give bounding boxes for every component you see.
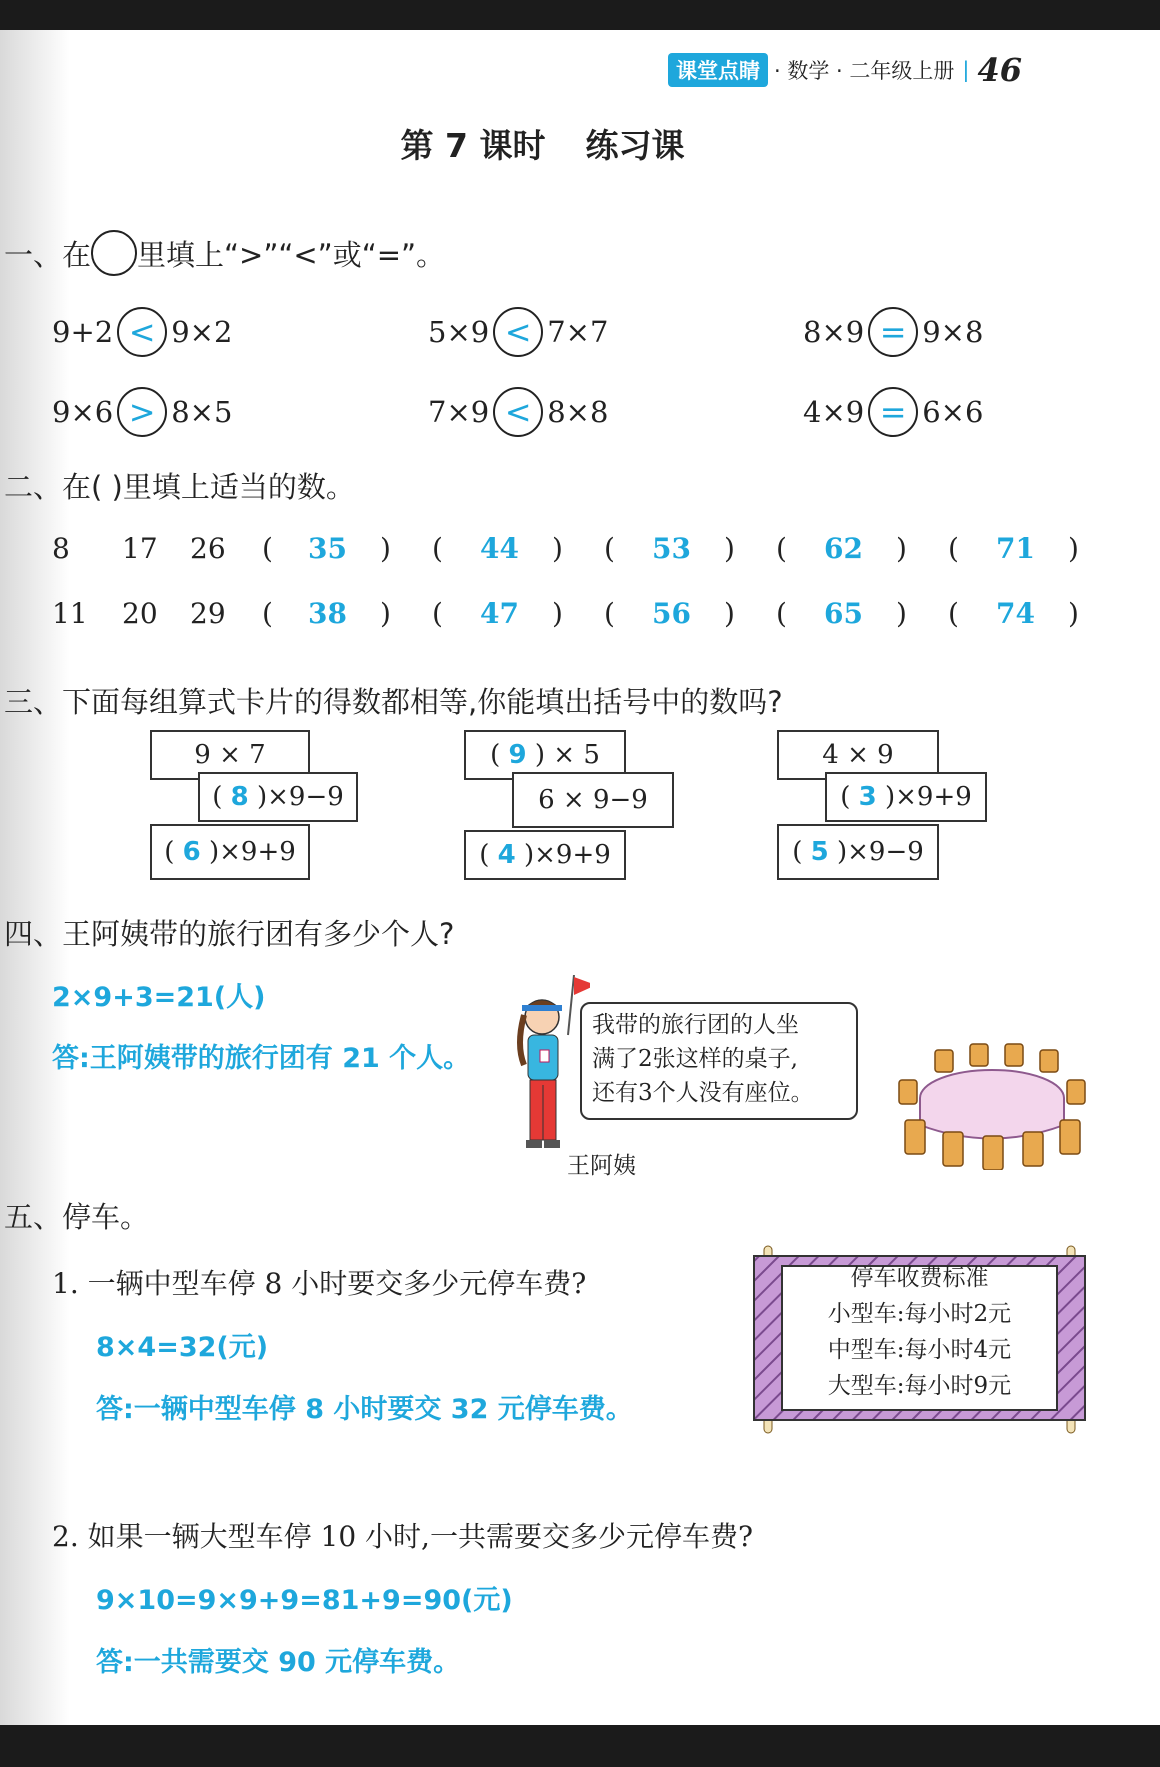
- compare-answer: <: [493, 307, 543, 357]
- answer: 答:王阿姨带的旅行团有 21 个人。: [52, 1043, 471, 1074]
- section-4-title: 四、王阿姨带的旅行团有多少个人?: [4, 917, 455, 951]
- section-2-title: 二、在( )里填上适当的数。: [4, 470, 355, 504]
- compare-answer: >: [117, 387, 167, 437]
- card-mid: ( 8 )×9−9: [198, 772, 358, 822]
- tour-guide-illustration: [500, 975, 590, 1175]
- compare-item: 8×9 = 9×8: [803, 307, 983, 357]
- section-3-title: 三、下面每组算式卡片的得数都相等,你能填出括号中的数吗?: [4, 685, 783, 719]
- subject-label: · 数学 · 二年级上册: [774, 59, 955, 83]
- card-top: 9 × 7: [150, 730, 310, 780]
- compare-item: 4×9 = 6×6: [803, 387, 983, 437]
- compare-item: 7×9 < 8×8: [428, 387, 608, 437]
- brand-badge: 课堂点睛: [668, 53, 768, 87]
- card-bottom: ( 5 )×9−9: [777, 824, 939, 880]
- compare-item: 9+2 < 9×2: [52, 307, 232, 357]
- header-separator: |: [962, 58, 970, 82]
- sequence-row-2: 11 20 29 ( 38 ) ( 47 ) ( 56 ) ( 65 ) ( 74 ): [52, 597, 1079, 630]
- compare-answer: =: [868, 307, 918, 357]
- card-mid: 6 × 9−9: [512, 772, 674, 828]
- section-1-pre: 一、在: [4, 237, 92, 272]
- compare-answer: <: [117, 307, 167, 357]
- card-top: 4 × 9: [777, 730, 939, 780]
- compare-answer: <: [493, 387, 543, 437]
- q1-formula: 8×4=32(元): [96, 1332, 269, 1363]
- sequence-row-1: 8 17 26 ( 35 ) ( 44 ) ( 53 ) ( 62 ) ( 71 ): [52, 532, 1079, 565]
- question-2: 2. 如果一辆大型车停 10 小时,一共需要交多少元停车费?: [52, 1520, 753, 1553]
- sign-text: 停车收费标准 小型车:每小时2元 中型车:每小时4元 大型车:每小时9元: [827, 1265, 1012, 1399]
- card-bottom: ( 6 )×9+9: [150, 824, 310, 880]
- section-1-post: 里填上“>”“<”或“=”。: [137, 237, 446, 272]
- lesson-number: 第 7 课时: [400, 126, 546, 165]
- speech-bubble: 我带的旅行团的人坐 满了2张这样的桌子, 还有3个人没有座位。: [580, 1002, 858, 1120]
- card-bottom: ( 4 )×9+9: [464, 830, 626, 880]
- page-shadow: [0, 30, 70, 1725]
- person-label: 王阿姨: [567, 1153, 636, 1179]
- formula: 2×9+3=21(人): [52, 982, 266, 1013]
- q1-answer: 答:一辆中型车停 8 小时要交 32 元停车费。: [96, 1394, 633, 1425]
- q2-formula: 9×10=9×9+9=81+9=90(元): [96, 1585, 513, 1616]
- circle-icon: [91, 230, 137, 276]
- page-number: 46: [977, 51, 1022, 89]
- compare-item: 9×6 > 8×5: [52, 387, 232, 437]
- question-1: 1. 一辆中型车停 8 小时要交多少元停车费?: [52, 1267, 587, 1300]
- page-header: [668, 50, 1022, 90]
- compare-answer: =: [868, 387, 918, 437]
- card-mid: ( 3 )×9+9: [825, 772, 987, 822]
- section-5-title: 五、停车。: [4, 1200, 150, 1234]
- lesson-title: [0, 120, 1085, 167]
- section-1-title: [4, 230, 445, 276]
- lesson-name: 练习课: [585, 126, 685, 165]
- table-chairs-illustration: [895, 1040, 1090, 1170]
- card-top: ( 9 ) × 5: [464, 730, 626, 780]
- compare-item: 5×9 < 7×7: [428, 307, 608, 357]
- workbook-page: [0, 30, 1160, 1725]
- q2-answer: 答:一共需要交 90 元停车费。: [96, 1647, 461, 1678]
